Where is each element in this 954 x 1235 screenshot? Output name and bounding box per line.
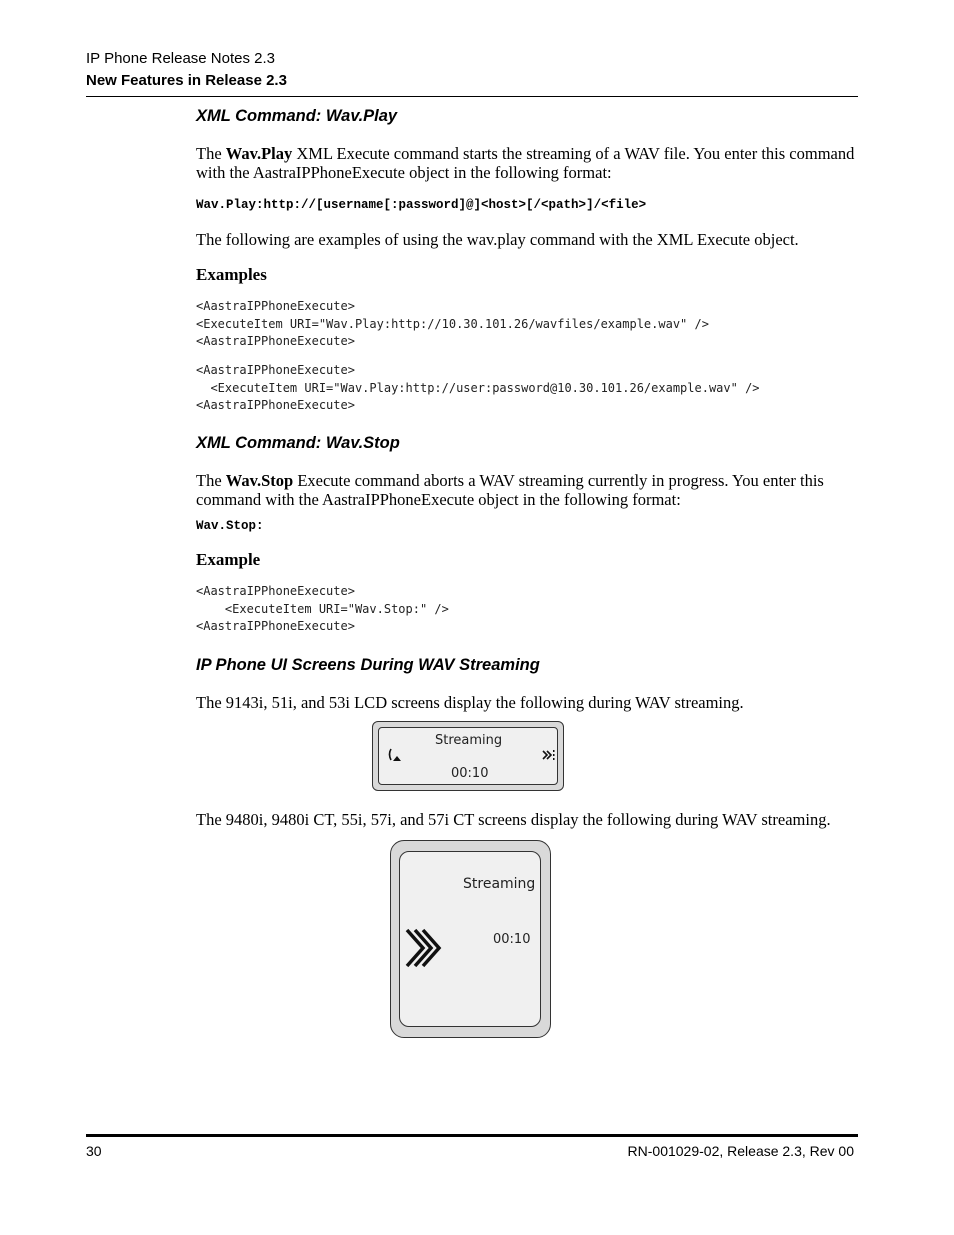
lcd-large-time: 00:10 <box>493 932 531 947</box>
header-rule <box>86 96 858 97</box>
lcd-small-time: 00:10 <box>451 766 489 781</box>
wav-play-intro: The Wav.Play XML Execute command starts the streaming of a WAV file. You enter this command with the AastraIPPhoneExecute object in the following format: <box>196 144 855 182</box>
ui-screens-heading: IP Phone UI Screens During WAV Streaming <box>196 656 540 674</box>
example1-code: <AastraIPPhoneExecute> <ExecuteItem URI="Wav.Play:http://10.30.101.26/wavfiles/example.wav" /> <AastraIPPhoneExecute> <box>196 299 709 348</box>
wav-stop-example-code: <AastraIPPhoneExecute> <ExecuteItem URI="Wav.Stop:" /> <AastraIPPhoneExecute> <box>196 584 449 633</box>
lcd-screen-small <box>372 721 564 791</box>
wav-stop-bold: Wav.Stop <box>225 471 294 490</box>
page-number: 30 <box>86 1143 102 1159</box>
header-section-title: New Features in Release 2.3 <box>86 72 287 89</box>
examples-heading: Examples <box>196 265 267 284</box>
lcd-small-streaming-label: Streaming <box>435 733 503 748</box>
ui-screens-intro1: The 9143i, 51i, and 53i LCD screens display the following during WAV streaming. <box>196 693 744 712</box>
lcd-screen-large <box>390 840 551 1038</box>
wav-play-bold: Wav.Play <box>225 144 293 163</box>
example-heading: Example <box>196 550 261 569</box>
handset-icon <box>387 747 405 763</box>
footer-rule <box>86 1134 858 1137</box>
wav-play-examples-intro: The following are examples of using the wav.play command with the XML Execute object. <box>196 230 799 249</box>
wav-play-heading: XML Command: Wav.Play <box>196 107 398 125</box>
triple-chevron-icon <box>405 926 449 970</box>
lcd-large-streaming-label: Streaming <box>463 876 536 892</box>
header-doc-title: IP Phone Release Notes 2.3 <box>86 50 276 67</box>
wav-stop-intro: The Wav.Stop Execute command aborts a WAV streaming currently in progress. You enter this command with the AastraIPPhoneExecute object in the following format: <box>196 471 824 509</box>
footer-doc-id: RN-001029-02, Release 2.3, Rev 00 <box>627 1143 854 1159</box>
wav-play-format: Wav.Play:http://[username[:password]@]<host>[/<path>]/<file> <box>196 198 647 212</box>
stream-arrows-icon <box>542 748 556 762</box>
wav-stop-heading: XML Command: Wav.Stop <box>196 434 400 452</box>
ui-screens-intro2: The 9480i, 9480i CT, 55i, 57i, and 57i CT screens display the following during WAV streaming. <box>196 810 831 829</box>
wav-stop-format: Wav.Stop: <box>196 519 264 533</box>
example2-code: <AastraIPPhoneExecute> <ExecuteItem URI="Wav.Play:http://user:password@10.30.101.26/example.wav" /> <AastraIPPhoneExecute> <box>196 363 760 412</box>
